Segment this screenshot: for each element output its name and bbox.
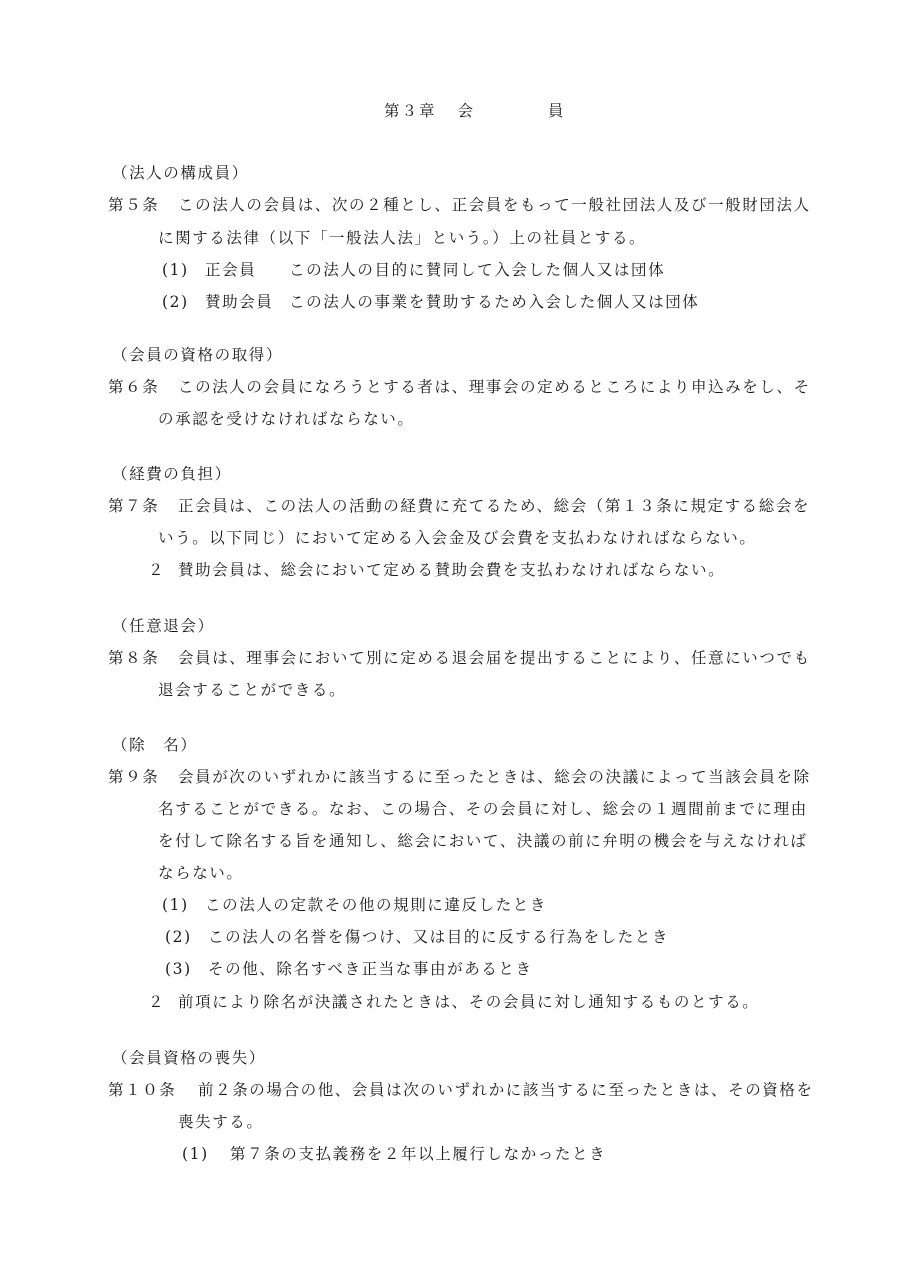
article-8-text-line-2: 退会することができる。 — [158, 681, 347, 699]
article-5-item-2-number: (2) — [162, 293, 189, 311]
article-10-label: 第１０条 — [108, 1081, 177, 1099]
article-7-paragraph-2-number: ２ — [148, 561, 166, 579]
article-9-item-1-description: この法人の定款その他の規則に違反したとき — [205, 896, 548, 914]
article-9-label: 第９条 — [108, 768, 160, 786]
article-8-heading: （任意退会） — [112, 617, 215, 635]
article-5-item-2-term: 賛助会員 — [205, 293, 274, 311]
article-6-text-line-2: の承認を受けなければならない。 — [158, 410, 415, 428]
article-9-text-line-3: を付して除名する旨を通知し、総会において、決議の前に弁明の機会を与えなければ — [158, 832, 808, 850]
chapter-title-part-a: 会 — [457, 102, 475, 120]
chapter-title — [384, 101, 565, 121]
article-7-text-line-2: いう。以下同じ）において定める入会金及び会費を支払わなければならない。 — [158, 529, 757, 547]
article-5-text-line-1: この法人の会員は、次の２種とし、正会員をもって一般社団法人及び一般財団法人 — [178, 196, 811, 214]
article-5-item-1-description: この法人の目的に賛同して入会した個人又は団体 — [289, 261, 666, 279]
article-7-label: 第７条 — [108, 497, 160, 515]
chapter-title-part-b: 員 — [547, 102, 566, 120]
article-9-heading: （除 名） — [112, 736, 198, 754]
article-9-item-3-description: その他、除名すべき正当な事由があるとき — [208, 960, 533, 978]
article-5-item-1-number: (1) — [162, 261, 189, 279]
article-6-heading: （会員の資格の取得） — [112, 346, 284, 364]
article-7-heading: （経費の負担） — [112, 465, 232, 483]
article-9-item-3-number: (3) — [165, 960, 192, 978]
article-9-text-line-2: 名することができる。なお、この場合、その会員に対し、総会の１週間前までに理由 — [158, 800, 808, 818]
article-9-text-line-1: 会員が次のいずれかに該当するに至ったときは、総会の決議によって当該会員を除 — [178, 768, 811, 786]
article-10-item-1-number: (1) — [182, 1145, 209, 1163]
article-9-paragraph-2-number: ２ — [148, 993, 166, 1011]
chapter-number: 第３章 — [384, 102, 437, 120]
article-7-text-line-1: 正会員は、この法人の活動の経費に充てるため、総会（第１３条に規定する総会を — [178, 497, 811, 515]
article-5-text-line-2: に関する法律（以下「一般法人法」という。）上の社員とする。 — [158, 229, 647, 247]
article-9-item-2-number: (2) — [165, 928, 192, 946]
article-9-text-line-4: ならない。 — [158, 864, 244, 882]
article-10-text-line-2: 喪失する。 — [178, 1113, 264, 1131]
article-6-text-line-1: この法人の会員になろうとする者は、理事会の定めるところにより申込みをし、そ — [178, 378, 811, 396]
article-7-paragraph-2-text: 賛助会員は、総会において定める賛助会費を支払わなければならない。 — [178, 561, 726, 579]
article-8-text-line-1: 会員は、理事会において別に定める退会届を提出することにより、任意にいつでも — [178, 649, 811, 667]
article-10-text-line-1: 前２条の場合の他、会員は次のいずれかに該当するに至ったときは、その資格を — [198, 1081, 814, 1099]
article-6-label: 第６条 — [108, 378, 160, 396]
article-5-item-1-term: 正会員 — [205, 261, 257, 279]
article-5-item-2-description: この法人の事業を賛助するため入会した個人又は団体 — [289, 293, 700, 311]
article-9-item-1-number: (1) — [162, 896, 189, 914]
article-9-paragraph-2-text: 前項により除名が決議されたときは、その会員に対し通知するものとする。 — [178, 993, 760, 1011]
article-9-item-2-description: この法人の名誉を傷つけ、又は目的に反する行為をしたとき — [208, 928, 670, 946]
article-10-heading: （会員資格の喪失） — [112, 1049, 266, 1067]
article-10-item-1-description: 第７条の支払義務を２年以上履行しなかったとき — [230, 1145, 607, 1163]
article-8-label: 第８条 — [108, 649, 160, 667]
article-5-heading: （法人の構成員） — [112, 164, 249, 182]
article-5-label: 第５条 — [108, 196, 160, 214]
